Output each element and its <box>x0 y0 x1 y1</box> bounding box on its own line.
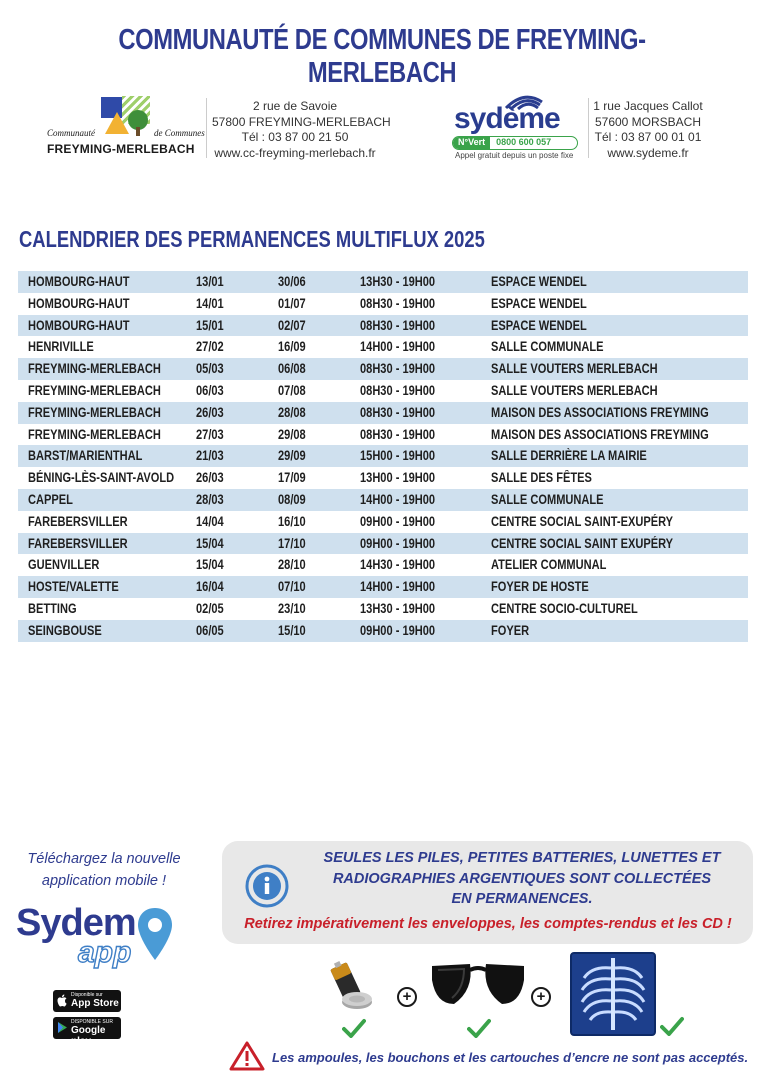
date1-cell: 06/05 <box>196 622 224 638</box>
commune-cell: FREYMING-MERLEBACH <box>28 426 161 442</box>
date1-cell: 15/01 <box>196 317 224 333</box>
date2-cell: 28/08 <box>278 404 306 420</box>
date2-cell: 08/09 <box>278 491 306 507</box>
table-row <box>18 445 748 467</box>
not-accepted-text: Les ampoules, les bouchons et les cartouches d’encre ne sont pas acceptés. <box>272 1050 749 1065</box>
commune-cell: GUENVILLER <box>28 557 100 573</box>
batteries-icon <box>326 958 376 1014</box>
table-row <box>18 598 748 620</box>
date2-cell: 07/10 <box>278 579 306 595</box>
warning-icon <box>229 1041 265 1071</box>
commune-cell: FAREBERSVILLER <box>28 535 128 551</box>
numero-vert-label: N°Vert <box>453 137 490 149</box>
sydeme-address-phone: Tél : 03 87 00 01 01 <box>594 130 702 144</box>
date1-cell: 28/03 <box>196 491 224 507</box>
logo-text-communaute: Communauté <box>47 128 95 138</box>
download-app-text <box>14 848 194 892</box>
hours-cell: 08H30 - 19H00 <box>360 317 436 333</box>
date1-cell: 16/04 <box>196 579 224 595</box>
cc-freyming-logo <box>44 94 206 160</box>
tree-trunk <box>136 127 140 136</box>
date2-cell: 30/06 <box>278 274 306 289</box>
date1-cell: 27/02 <box>196 339 224 355</box>
app-store-small: Disponible sur <box>71 992 103 998</box>
hours-cell: 08H30 - 19H00 <box>360 295 436 311</box>
date2-cell: 17/10 <box>278 535 306 551</box>
hours-cell: 14H00 - 19H00 <box>360 339 436 355</box>
commune-cell: BETTING <box>28 600 77 616</box>
google-play-icon <box>57 1021 68 1034</box>
commune-cell: HENRIVILLE <box>28 339 94 355</box>
hours-cell: 08H30 - 19H00 <box>360 361 436 377</box>
appel-gratuit-text: Appel gratuit depuis un poste fixe <box>455 151 574 160</box>
sydeme-address-city: 57600 MORSBACH <box>594 114 702 129</box>
hours-cell: 13H30 - 19H00 <box>360 274 436 289</box>
date2-cell: 28/10 <box>278 557 306 573</box>
logo-text-freyming: FREYMING-MERLEBACH <box>47 142 195 156</box>
hours-cell: 14H30 - 19H00 <box>360 557 436 573</box>
google-play-small: DISPONIBLE SUR <box>71 1019 113 1025</box>
hours-cell: 09H00 - 19H00 <box>360 535 436 551</box>
cc-address-street: 2 rue de Savoie <box>252 99 338 113</box>
numero-vert-number: 0800 600 057 <box>496 137 552 147</box>
check-icon <box>660 1016 684 1036</box>
info-main-text <box>302 848 742 910</box>
info-line-3: EN PERMANENCES. <box>451 891 593 907</box>
hours-cell: 09H00 - 19H00 <box>360 622 436 638</box>
commune-cell: HOMBOURG-HAUT <box>28 295 130 311</box>
app-store-badge[interactable] <box>53 990 121 1012</box>
info-line-1: SEULES LES PILES, PETITES BATTERIES, LUNETTES ET <box>323 850 721 866</box>
sydeme-address-website[interactable]: www.sydeme.fr <box>607 145 689 160</box>
sydem-app-sub: app <box>78 936 132 969</box>
table-row <box>18 315 748 337</box>
table-row <box>18 336 748 358</box>
table-row <box>18 424 748 446</box>
date2-cell: 17/09 <box>278 470 306 486</box>
cc-address-phone: Tél : 03 87 00 21 50 <box>241 130 349 144</box>
sydem-app-wordmark: Sydem <box>16 902 136 944</box>
hours-cell: 14H00 - 19H00 <box>360 491 436 507</box>
date1-cell: 05/03 <box>196 361 224 377</box>
calendar-table <box>18 271 748 642</box>
header-divider <box>206 98 207 158</box>
sydeme-address <box>588 99 708 161</box>
table-row <box>18 467 748 489</box>
place-cell: FOYER <box>491 622 530 638</box>
commune-cell: FREYMING-MERLEBACH <box>28 404 161 420</box>
commune-cell: BARST/MARIENTHAL <box>28 448 143 464</box>
hours-cell: 09H00 - 19H00 <box>360 513 436 529</box>
date2-cell: 01/07 <box>278 295 306 311</box>
hours-cell: 13H30 - 19H00 <box>360 600 436 616</box>
place-cell: FOYER DE HOSTE <box>491 579 589 595</box>
date2-cell: 16/09 <box>278 339 306 355</box>
google-play-badge[interactable] <box>53 1017 121 1047</box>
calendar-title: CALENDRIER DES PERMANENCES MULTIFLUX 2025 <box>19 226 485 252</box>
place-cell: ESPACE WENDEL <box>491 295 587 311</box>
download-line-1: Téléchargez la nouvelle <box>27 851 181 867</box>
date2-cell: 15/10 <box>278 622 306 638</box>
place-cell: MAISON DES ASSOCIATIONS FREYMING <box>491 404 709 420</box>
location-pin-icon <box>136 906 174 962</box>
plus-icon: + <box>531 987 551 1007</box>
glasses-icon <box>430 960 526 1012</box>
table-row <box>18 511 748 533</box>
date1-cell: 02/05 <box>196 600 224 616</box>
place-cell: CENTRE SOCIAL SAINT-EXUPÉRY <box>491 513 674 529</box>
table-row <box>18 489 748 511</box>
hours-cell: 14H00 - 19H00 <box>360 579 436 595</box>
place-cell: ATELIER COMMUNAL <box>491 557 607 573</box>
place-cell: SALLE COMMUNALE <box>491 339 604 355</box>
plus-icon: + <box>397 987 417 1007</box>
check-icon <box>467 1018 491 1038</box>
table-row <box>18 402 748 424</box>
table-row <box>18 533 748 555</box>
hours-cell: 08H30 - 19H00 <box>360 426 436 442</box>
date2-cell: 16/10 <box>278 513 306 529</box>
download-line-2: application mobile ! <box>41 873 167 889</box>
hours-cell: 13H00 - 19H00 <box>360 470 436 486</box>
table-row <box>18 380 748 402</box>
commune-cell: SEINGBOUSE <box>28 622 102 638</box>
date1-cell: 06/03 <box>196 382 224 398</box>
info-line-2: RADIOGRAPHIES ARGENTIQUES SONT COLLECTÉES <box>332 870 712 887</box>
hours-cell: 15H00 - 19H00 <box>360 448 436 464</box>
place-cell: ESPACE WENDEL <box>491 317 587 333</box>
place-cell: SALLE DES FÊTES <box>491 470 592 486</box>
table-row <box>18 293 748 315</box>
date2-cell: 29/08 <box>278 426 306 442</box>
date1-cell: 26/03 <box>196 470 224 486</box>
app-store-label: App Store <box>71 998 119 1009</box>
numero-vert-badge <box>452 136 578 150</box>
commune-cell: FREYMING-MERLEBACH <box>28 361 161 377</box>
table-row <box>18 358 748 380</box>
commune-cell: HOSTE/VALETTE <box>28 579 119 595</box>
date1-cell: 15/04 <box>196 557 224 573</box>
info-warning-text: Retirez impérativement les enveloppes, les comptes-rendus et les CD ! <box>244 916 732 932</box>
place-cell: SALLE COMMUNALE <box>491 491 604 507</box>
logo-triangle <box>105 112 129 134</box>
google-play-label: Google play <box>71 1025 106 1047</box>
date1-cell: 14/04 <box>196 513 224 529</box>
hours-cell: 08H30 - 19H00 <box>360 404 436 420</box>
date1-cell: 27/03 <box>196 426 224 442</box>
commune-cell: HOMBOURG-HAUT <box>28 317 130 333</box>
sydem-app-logo <box>16 902 186 978</box>
commune-cell: FAREBERSVILLER <box>28 513 128 529</box>
cc-address-city: 57800 FREYMING-MERLEBACH <box>212 114 391 129</box>
date1-cell: 15/04 <box>196 535 224 551</box>
sydeme-wordmark: sydème <box>454 102 560 135</box>
place-cell: SALLE VOUTERS MERLEBACH <box>491 361 658 377</box>
page-title: COMMUNAUTÉ DE COMMUNES DE FREYMING-MERLEBACH <box>118 24 646 89</box>
hours-cell: 08H30 - 19H00 <box>360 382 436 398</box>
place-cell: MAISON DES ASSOCIATIONS FREYMING <box>491 426 709 442</box>
commune-cell: CAPPEL <box>28 491 73 507</box>
date2-cell: 02/07 <box>278 317 306 333</box>
place-cell: SALLE VOUTERS MERLEBACH <box>491 382 658 398</box>
date1-cell: 13/01 <box>196 274 224 289</box>
cc-address-website[interactable]: www.cc-freyming-merlebach.fr <box>214 145 376 160</box>
commune-cell: FREYMING-MERLEBACH <box>28 382 161 398</box>
date1-cell: 14/01 <box>196 295 224 311</box>
table-row <box>18 554 748 576</box>
xray-icon <box>570 952 656 1036</box>
place-cell: ESPACE WENDEL <box>491 274 587 289</box>
date2-cell: 29/09 <box>278 448 306 464</box>
date1-cell: 26/03 <box>196 404 224 420</box>
table-row <box>18 620 748 642</box>
sydeme-address-street: 1 rue Jacques Callot <box>593 99 703 113</box>
table-row <box>18 576 748 598</box>
check-icon <box>342 1018 366 1038</box>
commune-cell: HOMBOURG-HAUT <box>28 274 130 289</box>
place-cell: CENTRE SOCIO-CULTUREL <box>491 600 638 616</box>
date2-cell: 06/08 <box>278 361 306 377</box>
table-row <box>18 271 748 293</box>
info-icon <box>245 864 289 908</box>
commune-cell: BÉNING-LÈS-SAINT-AVOLD <box>28 470 175 486</box>
date1-cell: 21/03 <box>196 448 224 464</box>
date2-cell: 07/08 <box>278 382 306 398</box>
sydeme-logo <box>452 88 580 162</box>
apple-icon <box>57 994 68 1007</box>
logo-text-de-communes: de Communes <box>154 128 205 138</box>
place-cell: SALLE DERRIÈRE LA MAIRIE <box>491 448 647 464</box>
place-cell: CENTRE SOCIAL SAINT EXUPÉRY <box>491 535 674 551</box>
date2-cell: 23/10 <box>278 600 306 616</box>
cc-address <box>212 99 391 161</box>
